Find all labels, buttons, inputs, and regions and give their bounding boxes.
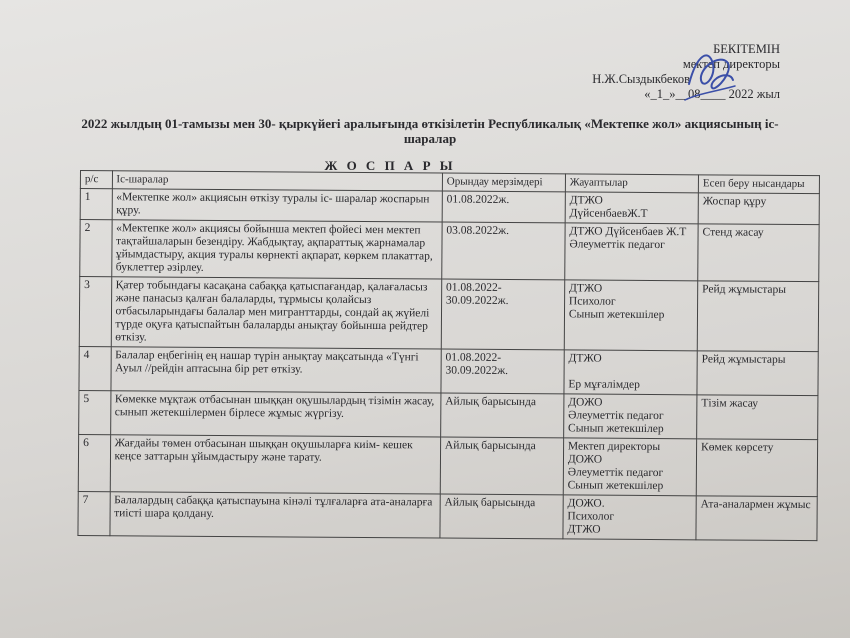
row-num: 4 [79,346,111,390]
row-deadline: Айлық барысында [441,393,564,438]
row-report: Рейд жұмыстары [697,281,818,352]
header-report: Есеп беру нысандары [698,175,819,194]
row-deadline: 01.08.2022- 30.09.2022ж. [441,279,564,350]
row-report: Жоспар құру [698,193,819,225]
row-activity: Балалардың сабаққа қатыспауына кінәлі тұлғаларға ата-аналарға тиісті шара қолдану. [109,492,440,538]
approval-position: мектеп директоры [682,57,780,71]
row-deadline: 01.08.2022ж. [442,191,565,223]
row-report: Көмек көрсету [696,439,817,497]
document-title: 2022 жылдың 01-тамызы мен 30- қыркүйегі аралығында өткізілетін Республикалық «Мектепке жол» акциясының іс- шаралар [81,116,779,146]
table-row [79,390,818,439]
row-num: 5 [79,390,111,434]
approval-date: «_1_»__08____ 2022 жыл [644,87,780,101]
row-responsible: Мектеп директоры ДОЖО Әлеуметтік педагог Сынып жетекшілер [563,438,697,496]
signature-icon [683,44,737,104]
header-responsible: Жауаптылар [565,174,698,193]
row-activity: «Мектепке жол» акциясы бойынша мектеп фойесі мен мектеп тақтайшаларын безендіру. Жабдықтау, ақпараттық жарнамалар ұйымдастыру, акция туралы көрнекті ақпарат, көркем плакаттар, буклеттер әзірлеу. [111,220,442,279]
table-row [80,189,819,225]
approval-signatory: Н.Ж.Сыздыкбеков [592,72,690,86]
row-deadline: 01.08.2022- 30.09.2022ж. [441,349,564,394]
row-report: Стенд жасау [698,224,819,282]
row-deadline: Айлық барысында [440,494,563,539]
table-row [79,346,818,395]
row-activity: «Мектепке жол» акциясын өткізу туралы іс- шаралар жоспарын құру. [112,189,443,222]
header-activity: Іс-шаралар [112,171,442,191]
row-responsible: ДТЖО ДүйсенбаевЖ.Т [565,192,698,224]
row-deadline: Айлық барысында [440,437,563,495]
row-report: Рейд жұмыстары [697,351,818,396]
plan-table [77,170,820,541]
row-responsible: ДТЖО Дүйсенбаев Ж.Т Әлеуметтік педагог [565,223,699,281]
row-num: 1 [80,189,112,220]
table-row [78,434,817,496]
row-activity: Балалар еңбегінің ең нашар түрін анықтау мақсатында «Түнгі Ауыл //рейдін аптасына бір рет өткізу. [110,347,441,393]
row-activity: Көмекке мұқтаж отбасынан шыққан оқушылардың тізімін жасау, сынып жетекшілермен бірлесе жұмыс жүргізу. [110,391,441,437]
row-num: 6 [78,434,110,491]
row-num: 7 [78,491,110,535]
row-deadline: 03.08.2022ж. [442,222,565,280]
row-responsible: ДТЖО Ер мұғалімдер [564,350,697,395]
row-activity: Қатер тобындағы касақана сабаққа қатыспағандар, қалағаласыз және панасыз қалған балаларды, тұрмысы қолайсыз отбасыларындағы балалар мен мигранттарды, сондай ақ жүйелі түрде оқуға қатыспайтын балаларды анықтау бойынша рейдтер өткізу. [111,277,442,349]
row-report: Тізім жасау [697,395,818,440]
row-activity: Жағдайы төмен отбасынан шыққан оқушыларға киім- кешек кеңсе заттарын ұйымдастыру және тарату. [110,435,441,494]
row-responsible: ДОЖО Әлеуметтік педагог Сынып жетекшілер [563,394,696,439]
table-row [79,277,818,352]
row-responsible: ДОЖО. Психолог ДТЖО [563,495,696,540]
table-row [80,220,819,282]
table-row [78,491,817,540]
row-num: 2 [80,220,112,277]
header-deadline: Орындау мерзімдері [442,173,565,192]
row-report: Ата-аналармен жұмыс [696,496,817,541]
row-num: 3 [79,277,111,347]
approval-heading: БЕКІТЕМІН [713,42,780,56]
document-subtitle: Ж О С П А Р Ы [324,158,456,173]
row-responsible: ДТЖО Психолог Сынып жетекшілер [564,280,698,351]
header-num: р/с [80,171,112,189]
